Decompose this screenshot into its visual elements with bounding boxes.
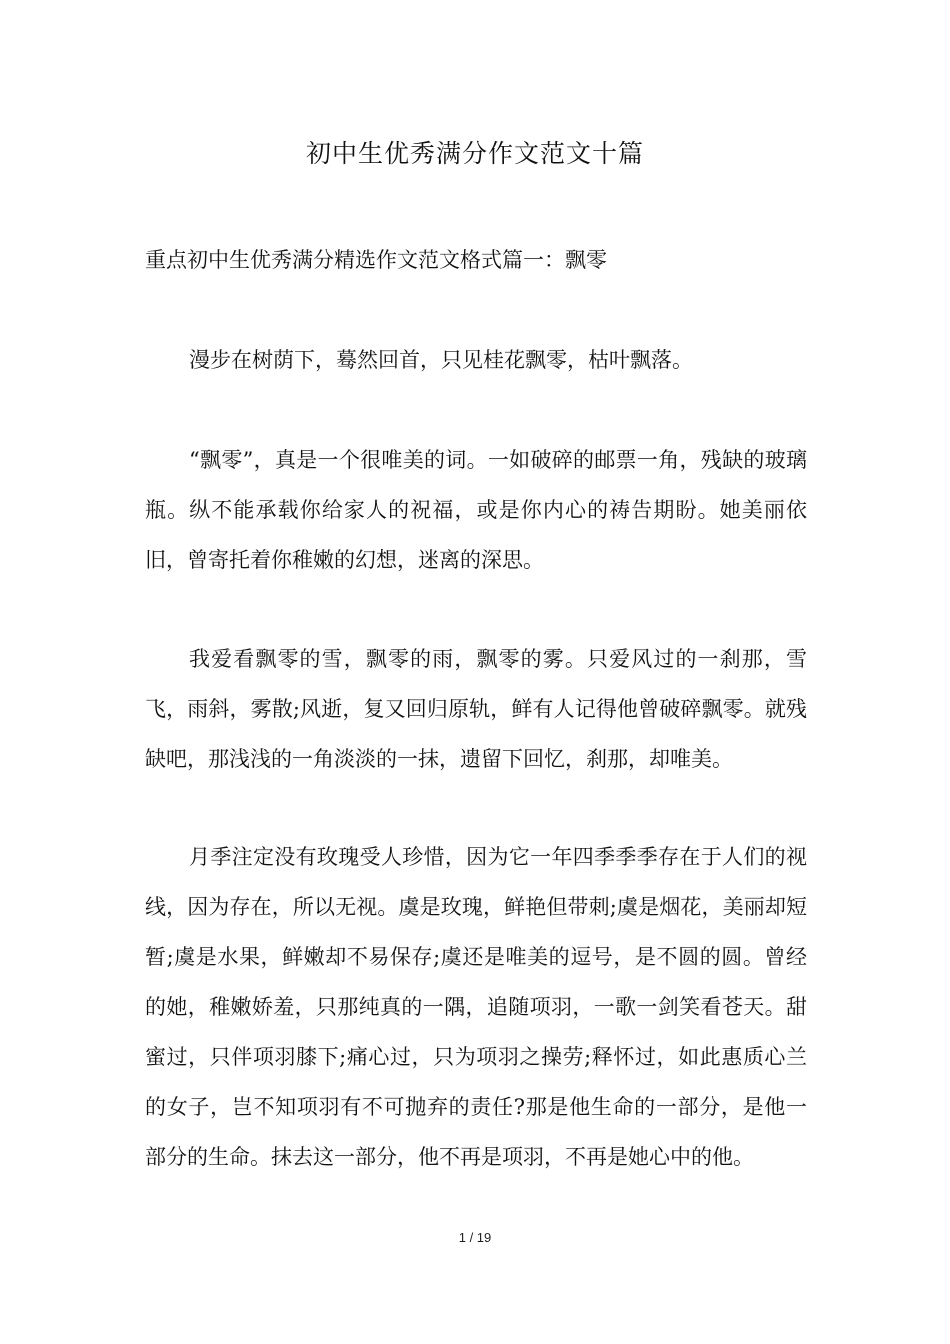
paragraph-3: 我爱看飘零的雪，飘零的雨，飘零的雾。只爱风过的一刹那，雪飞，雨斜，雾散;风逝，复又回归原轨，鲜有人记得他曾破碎飘零。就残缺吧，那浅浅的一角淡淡的一抹，遗留下回忆，刹那，却唯美。 <box>145 647 807 771</box>
page-number: 1 / 19 <box>458 1230 492 1245</box>
paragraph-1: 漫步在树荫下，蓦然回首，只见桂花飘零，枯叶飘落。 <box>189 348 693 372</box>
section-heading: 重点初中生优秀满分精选作文范文格式篇一：飘零 <box>145 248 607 272</box>
paragraph-2: “飘零”，真是一个很唯美的词。一如破碎的邮票一角，残缺的玻璃瓶。纵不能承载你给家人的祝福，或是你内心的祷告期盼。她美丽依旧，曾寄托着你稚嫩的幻想，迷离的深思。 <box>145 448 807 572</box>
document-title: 初中生优秀满分作文范文十篇 <box>305 139 644 168</box>
paragraph-4: 月季注定没有玫瑰受人珍惜，因为它一年四季季季存在于人们的视线，因为存在，所以无视。虞是玫瑰，鲜艳但带刺;虞是烟花，美丽却短暂;虞是水果，鲜嫩却不易保存;虞还是唯美的逗号，是不圆的圆。曾经的她，稚嫩娇羞，只那纯真的一隅，追随项羽，一歌一剑笑看苍天。甜蜜过，只伴项羽膝下;痛心过，只为项羽之操劳;释怀过，如此惠质心兰的女子，岂不知项羽有不可抛弃的责任?那是他生命的一部分，是他一部分的生命。抹去这一部分，他不再是项羽，不再是她心中的他。 <box>145 845 807 1169</box>
